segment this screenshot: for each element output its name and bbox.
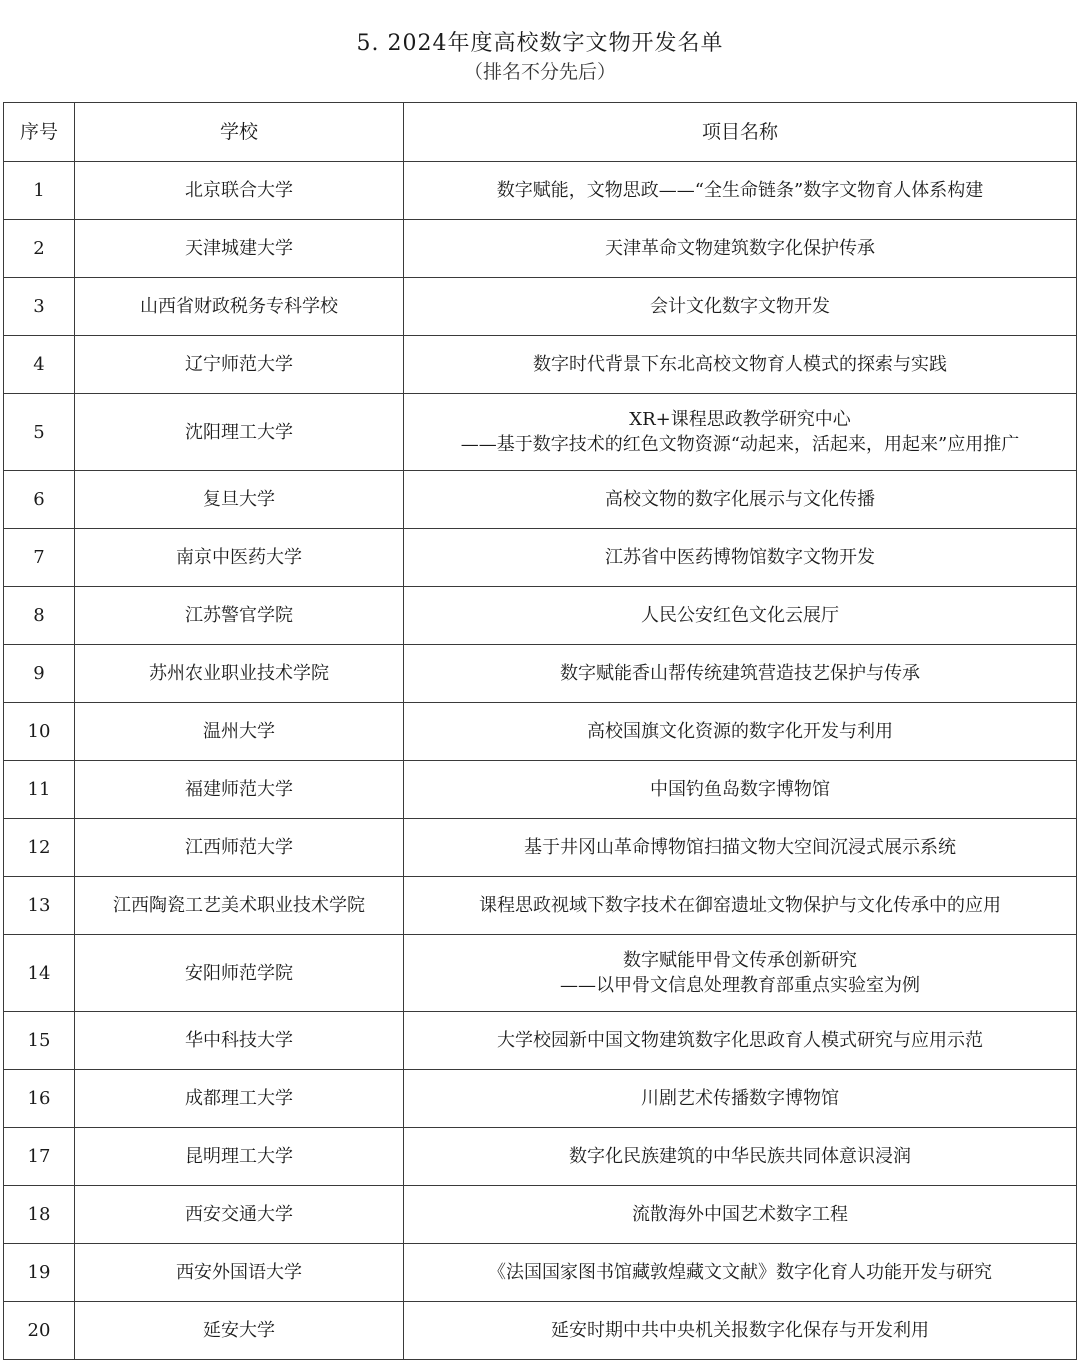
cell-school: 成都理工大学 (75, 1070, 404, 1128)
table-row (4, 1128, 1077, 1186)
table-row (4, 761, 1077, 819)
project-title: XR+课程思政教学研究中心 (629, 409, 851, 430)
cell-school: 山西省财政税务专科学校 (75, 278, 404, 336)
project-title: 数字化民族建筑的中华民族共同体意识浸润 (569, 1146, 911, 1167)
cell-project (404, 645, 1077, 703)
cell-project (404, 278, 1077, 336)
cell-num: 5 (4, 394, 75, 471)
cell-project (404, 336, 1077, 394)
project-title: 数字赋能甲骨文传承创新研究 (623, 950, 857, 971)
project-title: 中国钓鱼岛数字博物馆 (650, 779, 830, 800)
cell-project (404, 1302, 1077, 1360)
project-title: 高校文物的数字化展示与文化传播 (605, 489, 875, 510)
cell-school: 南京中医药大学 (75, 529, 404, 587)
table-row (4, 1186, 1077, 1244)
header-project: 项目名称 (404, 103, 1077, 162)
project-title: 会计文化数字文物开发 (650, 296, 830, 317)
cell-num: 20 (4, 1302, 75, 1360)
cell-num: 15 (4, 1012, 75, 1070)
header-num: 序号 (4, 103, 75, 162)
cell-school: 沈阳理工大学 (75, 394, 404, 471)
cell-project (404, 877, 1077, 935)
cell-project (404, 935, 1077, 1012)
table-row (4, 877, 1077, 935)
table-row (4, 471, 1077, 529)
project-title: 《法国国家图书馆藏敦煌藏文文献》数字化育人功能开发与研究 (488, 1262, 992, 1283)
cell-num: 9 (4, 645, 75, 703)
table-row (4, 703, 1077, 761)
table-row (4, 162, 1077, 220)
cell-school: 西安外国语大学 (75, 1244, 404, 1302)
cell-num: 10 (4, 703, 75, 761)
cell-project (404, 587, 1077, 645)
cell-num: 1 (4, 162, 75, 220)
page-title: 5. 2024年度高校数字文物开发名单 (356, 31, 724, 56)
table-row (4, 587, 1077, 645)
cell-num: 14 (4, 935, 75, 1012)
cell-school: 辽宁师范大学 (75, 336, 404, 394)
cell-school: 江西陶瓷工艺美术职业技术学院 (75, 877, 404, 935)
cell-project (404, 162, 1077, 220)
table-header-row (4, 103, 1077, 162)
table-row (4, 1244, 1077, 1302)
project-title: 基于井冈山革命博物馆扫描文物大空间沉浸式展示系统 (524, 837, 956, 858)
cell-num: 12 (4, 819, 75, 877)
project-title: 天津革命文物建筑数字化保护传承 (605, 238, 875, 259)
cell-num: 6 (4, 471, 75, 529)
table-row (4, 529, 1077, 587)
cell-project (404, 529, 1077, 587)
cell-school: 昆明理工大学 (75, 1128, 404, 1186)
table-row (4, 819, 1077, 877)
cell-num: 7 (4, 529, 75, 587)
cell-school: 苏州农业职业技术学院 (75, 645, 404, 703)
cell-school: 温州大学 (75, 703, 404, 761)
cell-project (404, 1128, 1077, 1186)
cell-num: 13 (4, 877, 75, 935)
cell-project (404, 1070, 1077, 1128)
cell-school: 江西师范大学 (75, 819, 404, 877)
cell-school: 西安交通大学 (75, 1186, 404, 1244)
cell-project (404, 471, 1077, 529)
cell-num: 18 (4, 1186, 75, 1244)
cell-project (404, 394, 1077, 471)
table-row (4, 935, 1077, 1012)
cell-num: 3 (4, 278, 75, 336)
cell-num: 16 (4, 1070, 75, 1128)
project-title: 延安时期中共中央机关报数字化保存与开发利用 (551, 1320, 929, 1341)
cell-num: 8 (4, 587, 75, 645)
cell-school: 复旦大学 (75, 471, 404, 529)
project-title: 高校国旗文化资源的数字化开发与利用 (587, 721, 893, 742)
header-school: 学校 (75, 103, 404, 162)
table-row (4, 278, 1077, 336)
cell-project (404, 220, 1077, 278)
project-title: 数字时代背景下东北高校文物育人模式的探索与实践 (533, 354, 947, 375)
cell-project (404, 819, 1077, 877)
project-table (3, 102, 1077, 1360)
table-row (4, 394, 1077, 471)
project-title: 人民公安红色文化云展厅 (641, 605, 839, 626)
cell-school: 福建师范大学 (75, 761, 404, 819)
cell-num: 11 (4, 761, 75, 819)
cell-project (404, 761, 1077, 819)
project-title: 大学校园新中国文物建筑数字化思政育人模式研究与应用示范 (497, 1030, 983, 1051)
project-title: 流散海外中国艺术数字工程 (632, 1204, 848, 1225)
project-title: 数字赋能，文物思政——“全生命链条”数字文物育人体系构建 (496, 180, 984, 201)
cell-school: 江苏警官学院 (75, 587, 404, 645)
table-row (4, 1070, 1077, 1128)
cell-school: 天津城建大学 (75, 220, 404, 278)
page-subtitle: （排名不分先后） (463, 61, 616, 83)
table-row (4, 220, 1077, 278)
cell-project (404, 1244, 1077, 1302)
cell-project (404, 703, 1077, 761)
table-row (4, 645, 1077, 703)
cell-school: 延安大学 (75, 1302, 404, 1360)
project-subtitle: ——基于数字技术的红色文物资源“动起来，活起来，用起来”应用推广 (460, 434, 1020, 455)
table-body (4, 162, 1077, 1360)
project-title: 课程思政视域下数字技术在御窑遗址文物保护与文化传承中的应用 (479, 895, 1001, 916)
cell-school: 华中科技大学 (75, 1012, 404, 1070)
project-title: 川剧艺术传播数字博物馆 (641, 1088, 839, 1109)
project-title: 数字赋能香山帮传统建筑营造技艺保护与传承 (560, 663, 920, 684)
cell-school: 北京联合大学 (75, 162, 404, 220)
title-block (0, 0, 1080, 102)
project-subtitle: ——以甲骨文信息处理教育部重点实验室为例 (560, 975, 920, 996)
cell-project (404, 1012, 1077, 1070)
table-row (4, 1302, 1077, 1360)
cell-num: 2 (4, 220, 75, 278)
table-row (4, 1012, 1077, 1070)
cell-project (404, 1186, 1077, 1244)
table-row (4, 336, 1077, 394)
cell-school: 安阳师范学院 (75, 935, 404, 1012)
cell-num: 4 (4, 336, 75, 394)
cell-num: 17 (4, 1128, 75, 1186)
project-title: 江苏省中医药博物馆数字文物开发 (605, 547, 875, 568)
cell-num: 19 (4, 1244, 75, 1302)
